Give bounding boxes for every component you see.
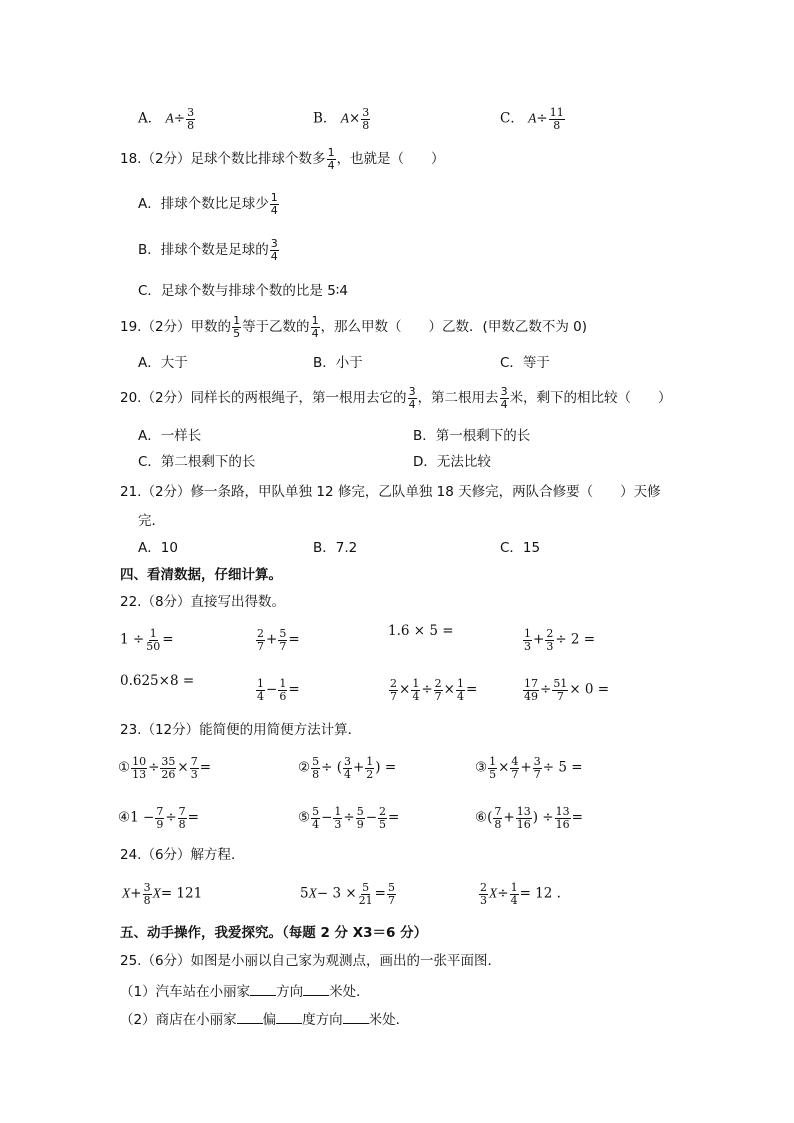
numerator: 2 xyxy=(257,627,264,640)
q18-stem xyxy=(120,147,445,171)
fraction xyxy=(311,315,320,339)
q19-option-b[interactable]: B．小于 xyxy=(313,355,363,371)
denominator: 8 xyxy=(143,893,151,907)
variable: X xyxy=(308,885,317,901)
fraction xyxy=(278,678,287,702)
operator: × xyxy=(177,759,189,776)
fraction xyxy=(545,628,554,652)
section-4-heading: 四、看清数据，仔细计算。 xyxy=(120,567,282,583)
operator: ÷ xyxy=(540,681,552,698)
answer-blank[interactable] xyxy=(237,1011,263,1024)
fraction xyxy=(434,678,443,702)
fraction xyxy=(356,806,365,830)
fraction xyxy=(160,756,176,780)
operator: ÷ xyxy=(165,809,177,826)
expr-text: = xyxy=(388,809,400,826)
operator: − xyxy=(266,681,278,698)
q23-expr-1 xyxy=(118,756,211,780)
q23-expr-2 xyxy=(298,756,396,780)
operator: ÷ xyxy=(148,759,160,776)
expr-text: − 3 × xyxy=(316,885,357,902)
q21-option-a[interactable]: A．10 xyxy=(138,540,178,556)
fraction xyxy=(523,628,532,652)
variable: X xyxy=(122,885,131,901)
fraction xyxy=(256,678,265,702)
fraction xyxy=(365,756,374,780)
expr-text: = xyxy=(199,759,212,776)
numerator: 1 xyxy=(334,805,342,818)
operator: ÷ xyxy=(536,110,548,127)
denominator: 3 xyxy=(334,817,342,831)
q20-stem xyxy=(120,386,672,410)
numerator: 5 xyxy=(279,627,287,640)
numerator: 7 xyxy=(156,805,164,818)
denominator: 4 xyxy=(408,397,416,411)
circled-number: ⑥ xyxy=(475,809,488,826)
denominator: 3 xyxy=(546,639,554,653)
operator: + xyxy=(520,759,532,776)
fraction xyxy=(493,806,502,830)
denominator: 8 xyxy=(187,118,195,132)
denominator: 7 xyxy=(279,639,287,653)
q17-option-b[interactable] xyxy=(313,107,371,131)
operator: − xyxy=(365,809,378,826)
operator: ÷ xyxy=(173,110,186,127)
numerator: 1 xyxy=(279,677,287,690)
q22-expr-1 xyxy=(120,628,174,652)
fraction xyxy=(411,678,420,702)
numerator: 2 xyxy=(546,627,554,640)
numerator: 3 xyxy=(408,385,416,398)
numerator: 1 xyxy=(510,881,518,894)
numerator: 2 xyxy=(379,805,387,818)
numerator: 3 xyxy=(270,237,278,250)
expr-text: 1 ÷ xyxy=(120,631,145,648)
q17-option-c[interactable] xyxy=(500,107,566,131)
circled-number: ④ xyxy=(118,809,131,826)
q20-text-1: 20.（2分）同样长的两根绳子，第一根用去它的 xyxy=(120,390,407,407)
q24-title: 24.（6分）解方程． xyxy=(120,847,245,863)
denominator: 9 xyxy=(356,817,364,831)
q25-title: 25.（6分）如图是小丽以自己家为观测点，画出的一张平面图． xyxy=(120,953,502,969)
numerator: 2 xyxy=(434,677,442,690)
numerator: 35 xyxy=(161,755,176,768)
operator: + xyxy=(503,809,515,826)
fraction xyxy=(131,756,147,780)
denominator: 4 xyxy=(456,689,464,703)
expr-text: ) = xyxy=(375,759,397,776)
q18-text-prefix: 18.（2分）足球个数比排球个数多 xyxy=(120,151,326,168)
denominator: 3 xyxy=(524,639,531,653)
denominator: 7 xyxy=(257,639,264,653)
q23-title: 23.（12分）能简便的用简便方法计算． xyxy=(120,722,362,738)
q22-expr-5: 0.625×8 = xyxy=(120,673,195,689)
numerator: 5 xyxy=(362,881,370,894)
numerator: 5 xyxy=(356,805,364,818)
denominator: 3 xyxy=(480,893,487,907)
answer-blank[interactable] xyxy=(303,983,329,996)
numerator: 17 xyxy=(524,677,538,690)
numerator: 2 xyxy=(480,881,487,894)
denominator: 4 xyxy=(343,767,351,781)
denominator: 9 xyxy=(156,817,164,831)
numerator: 7 xyxy=(178,805,186,818)
denominator: 4 xyxy=(510,893,518,907)
fraction xyxy=(510,882,519,906)
fraction xyxy=(361,107,370,131)
fraction xyxy=(232,315,241,339)
q21-stem-line1: 21.（2分）修一条路，甲队单独 12 修完，乙队单独 18 天修完，两队合修要（ ）天修 xyxy=(120,484,661,500)
denominator: 7 xyxy=(390,689,397,703)
answer-blank[interactable] xyxy=(250,983,276,996)
q19-option-c[interactable]: C．等于 xyxy=(500,355,550,371)
fraction xyxy=(387,882,396,906)
variable: A xyxy=(528,110,537,126)
fraction xyxy=(343,756,352,780)
denominator: 4 xyxy=(500,397,508,411)
numerator: 1 xyxy=(257,677,264,690)
fraction xyxy=(190,756,199,780)
option-label: C． xyxy=(500,110,524,127)
operator: ÷ xyxy=(343,809,355,826)
numerator: 1 xyxy=(489,755,497,768)
expr-text: = xyxy=(571,809,583,826)
variable: A xyxy=(165,110,174,126)
denominator: 16 xyxy=(516,817,531,831)
fraction xyxy=(178,806,187,830)
option-label: B． xyxy=(313,110,337,127)
denominator: 4 xyxy=(412,689,420,703)
circled-number: ① xyxy=(118,759,131,776)
q20-option-c[interactable]: C．第二根剩下的长 xyxy=(138,454,256,470)
q23-expr-5 xyxy=(298,806,399,830)
denominator: 7 xyxy=(511,767,519,781)
q23-expr-4 xyxy=(118,806,199,830)
operator: = xyxy=(374,885,386,902)
fraction xyxy=(186,107,195,131)
numerator: 1 xyxy=(456,677,464,690)
numerator: 1 xyxy=(149,627,157,640)
q21-option-b[interactable]: B．7.2 xyxy=(313,540,358,556)
denominator: 8 xyxy=(553,118,561,132)
q25-text: （1）汽车站在小丽家 xyxy=(120,984,251,1000)
option-text: B．排球个数是足球的 xyxy=(138,242,269,259)
q22-expr-6 xyxy=(255,678,300,702)
fraction xyxy=(533,756,542,780)
circled-number: ③ xyxy=(475,759,488,776)
denominator: 8 xyxy=(494,817,502,831)
denominator: 4 xyxy=(270,249,278,263)
operator: ) ÷ xyxy=(532,809,554,826)
q19-text-1: 19.（2分）甲数的 xyxy=(120,319,232,336)
q25-text: 米处． xyxy=(329,984,370,1000)
fraction xyxy=(311,806,320,830)
operator: + xyxy=(352,759,365,776)
operator: ÷ xyxy=(497,885,509,902)
denominator: 5 xyxy=(233,326,241,340)
operator: × xyxy=(399,681,411,698)
q25-line-1 xyxy=(120,983,370,1000)
denominator: 16 xyxy=(555,817,570,831)
fraction xyxy=(510,756,519,780)
numerator: 1 xyxy=(270,191,278,204)
fraction xyxy=(358,882,374,906)
circled-number: ⑤ xyxy=(298,809,311,826)
numerator: 7 xyxy=(190,755,198,768)
denominator: 5 xyxy=(489,767,497,781)
q22-expr-2 xyxy=(255,628,300,652)
q20-text-2: ，第二根用去 xyxy=(417,390,499,407)
q22-expr-4 xyxy=(522,628,595,652)
expr-text: = xyxy=(288,681,300,698)
fraction xyxy=(155,806,164,830)
numerator: 3 xyxy=(343,755,351,768)
q22-expr-8 xyxy=(522,678,609,702)
denominator: 7 xyxy=(533,767,541,781)
expr-text: ÷ 5 = xyxy=(542,759,583,776)
denominator: 2 xyxy=(366,767,374,781)
operator: + xyxy=(130,885,142,902)
operator: × xyxy=(498,759,510,776)
denominator: 4 xyxy=(257,689,264,703)
q22-title: 22.（8分）直接写出得数。 xyxy=(120,594,286,610)
q24-equation-3 xyxy=(478,882,561,906)
section-5-heading: 五、动手操作，我爱探究。（每题 2 分 X3＝6 分） xyxy=(120,925,428,941)
denominator: 4 xyxy=(312,817,320,831)
numerator: 1 xyxy=(412,677,420,690)
q18-text-suffix: ，也就是（ ） xyxy=(336,151,445,168)
q19-text-3: ，那么甲数（ ）乙数．(甲数乙数不为 0) xyxy=(320,319,587,336)
expr-text: = 12 . xyxy=(519,885,561,902)
numerator: 13 xyxy=(555,805,570,818)
option-label: A． xyxy=(138,110,162,127)
q25-text: 偏 xyxy=(262,1012,277,1028)
q25-text: 米处． xyxy=(368,1012,410,1028)
expr-text: 1 − xyxy=(130,809,155,826)
numerator: 1 xyxy=(366,755,374,768)
fraction xyxy=(500,386,509,410)
denominator: 4 xyxy=(327,158,335,172)
q19-option-a[interactable]: A．大于 xyxy=(138,355,188,371)
q22-expr-3: 1.6 × 5 = xyxy=(388,623,454,639)
fraction xyxy=(270,238,279,262)
circled-number: ② xyxy=(298,759,311,776)
numerator: 51 xyxy=(553,677,568,690)
denominator: 7 xyxy=(387,893,395,907)
numerator: 7 xyxy=(494,805,502,818)
numerator: 11 xyxy=(549,106,564,119)
numerator: 4 xyxy=(511,755,519,768)
q20-text-3: 米，剩下的相比较（ ） xyxy=(509,390,672,407)
fraction xyxy=(555,806,571,830)
fraction xyxy=(333,806,342,830)
q18-option-b[interactable] xyxy=(138,238,280,262)
q20-option-a[interactable]: A．一样长 xyxy=(138,428,202,444)
denominator: 3 xyxy=(190,767,198,781)
q21-stem-line2: 完． xyxy=(138,513,165,529)
fraction xyxy=(278,628,287,652)
expr-text: = xyxy=(465,681,478,698)
fraction xyxy=(270,192,279,216)
answer-blank[interactable] xyxy=(276,1011,302,1024)
option-text: A．排球个数比足球少 xyxy=(138,196,269,213)
q24-equation-2 xyxy=(300,882,397,906)
variable: X xyxy=(489,885,498,901)
q19-stem xyxy=(120,315,587,339)
fraction xyxy=(389,678,398,702)
fraction xyxy=(523,678,539,702)
denominator: 8 xyxy=(312,767,320,781)
numerator: 1 xyxy=(233,314,241,327)
expr-text: × 0 = xyxy=(569,681,610,698)
denominator: 50 xyxy=(146,639,161,653)
fraction xyxy=(552,678,568,702)
denominator: 21 xyxy=(358,893,373,907)
operator: + xyxy=(533,631,545,648)
q23-expr-6 xyxy=(475,806,583,830)
fraction xyxy=(408,386,417,410)
fraction xyxy=(143,882,152,906)
q24-equation-1 xyxy=(122,882,202,906)
fraction xyxy=(516,806,532,830)
q25-text: 方向 xyxy=(276,984,304,1000)
expr-text: ÷ 2 = xyxy=(555,631,596,648)
denominator: 26 xyxy=(161,767,176,781)
q25-text: 度方向 xyxy=(302,1012,343,1028)
fraction xyxy=(145,628,161,652)
denominator: 4 xyxy=(270,203,278,217)
numerator: 13 xyxy=(516,805,531,818)
numerator: 10 xyxy=(132,755,147,768)
denominator: 13 xyxy=(132,767,147,781)
q20-option-b[interactable]: B．第一根剩下的长 xyxy=(413,428,531,444)
operator: ÷ xyxy=(421,681,433,698)
operator: + xyxy=(266,631,278,648)
q20-option-d[interactable]: D．无法比较 xyxy=(413,454,491,470)
denominator: 6 xyxy=(279,689,287,703)
numerator: 5 xyxy=(387,881,395,894)
operator: × xyxy=(348,110,361,127)
fraction xyxy=(311,756,320,780)
q18-option-c[interactable]: C．足球个数与排球个数的比是 5∶4 xyxy=(138,283,348,299)
fraction xyxy=(456,678,465,702)
numerator: 5 xyxy=(312,755,320,768)
numerator: 3 xyxy=(143,881,151,894)
q23-expr-3 xyxy=(475,756,583,780)
q19-text-2: 等于乙数的 xyxy=(242,319,310,336)
fraction xyxy=(549,107,565,131)
denominator: 49 xyxy=(524,689,538,703)
fraction xyxy=(488,756,497,780)
numerator: 3 xyxy=(533,755,541,768)
numerator: 3 xyxy=(362,106,370,119)
numerator: 1 xyxy=(327,146,335,159)
variable: A xyxy=(340,110,349,126)
numerator: 1 xyxy=(524,627,531,640)
fraction xyxy=(378,806,387,830)
q18-option-a[interactable] xyxy=(138,192,280,216)
answer-blank[interactable] xyxy=(343,1011,369,1024)
expr-text: 5 xyxy=(300,885,309,902)
fraction xyxy=(479,882,488,906)
q17-option-a[interactable] xyxy=(138,107,196,131)
q22-expr-7 xyxy=(388,678,477,702)
q21-option-c[interactable]: C．15 xyxy=(500,540,541,556)
denominator: 4 xyxy=(311,326,319,340)
denominator: 8 xyxy=(178,817,186,831)
denominator: 7 xyxy=(434,689,442,703)
numerator: 3 xyxy=(187,106,195,119)
denominator: 8 xyxy=(362,118,370,132)
expr-text: = 121 xyxy=(160,885,203,902)
fraction xyxy=(327,147,336,171)
fraction xyxy=(256,628,265,652)
expr-text: ( xyxy=(487,809,493,826)
q25-line-2 xyxy=(120,1011,409,1028)
expr-text: = xyxy=(288,631,300,648)
variable: X xyxy=(152,885,161,901)
numerator: 2 xyxy=(390,677,397,690)
expr-text: = xyxy=(162,631,174,648)
numerator: 5 xyxy=(312,805,320,818)
numerator: 1 xyxy=(311,314,319,327)
operator: − xyxy=(321,809,333,826)
operator: × xyxy=(443,681,455,698)
operator: ÷ ( xyxy=(321,759,342,776)
denominator: 7 xyxy=(556,689,564,703)
numerator: 3 xyxy=(500,385,508,398)
q25-text: （2）商店在小丽家 xyxy=(120,1012,237,1028)
expr-text: = xyxy=(187,809,199,826)
denominator: 5 xyxy=(379,817,387,831)
